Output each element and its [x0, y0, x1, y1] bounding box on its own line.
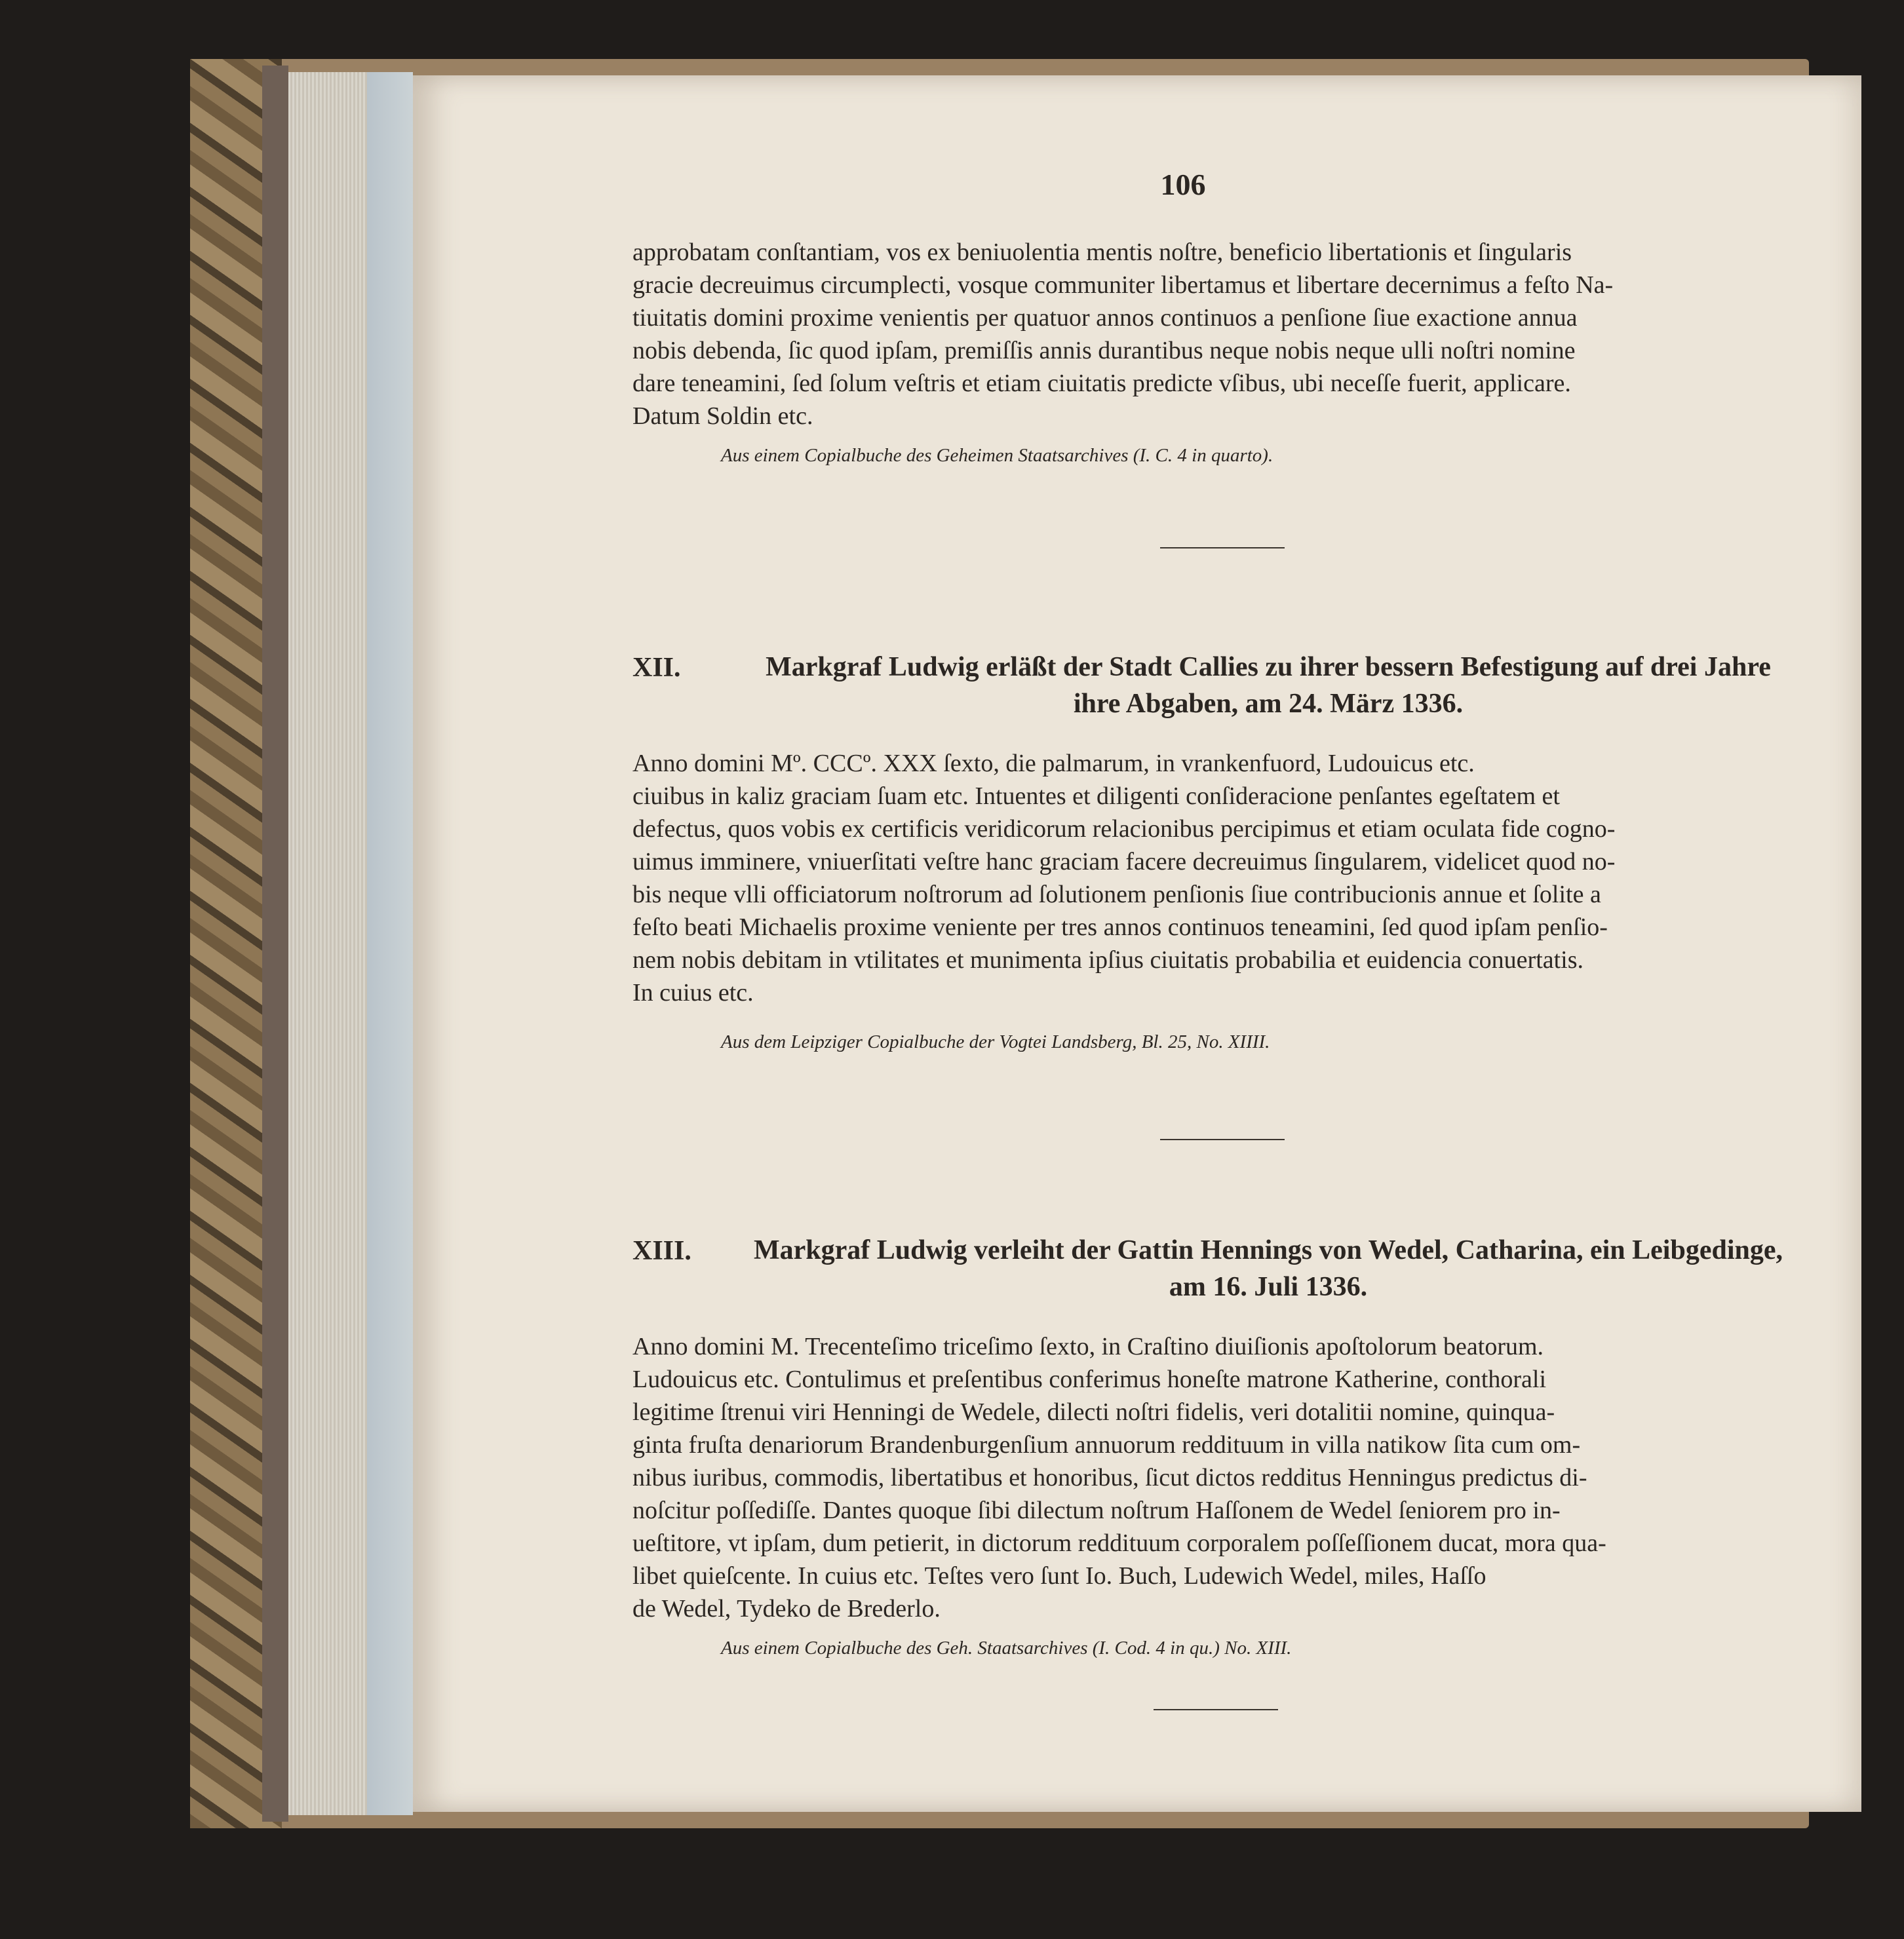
book-binding [262, 66, 288, 1822]
section-xii-number: XII. [632, 653, 681, 683]
section-xiii-text: Anno domini M. Trecenteſimo triceſimo ſexto, in Craſtino diuiſionis apoſtolorum beatorum. Ludouicus etc. Contulimus et preſentibus conferimus honeſte matrone Katherine, conthorali legitime ſtrenui viri Henningi de Wedele, dilecti noſtri fidelis, veri dotalitii nomine, quinqua- ginta fruſta denariorum Brandenburgenſium annuorum reddituum in villa natikow ſita cum om- nibus iuribus, commodis, libertatibus et honoribus, ſicut dictos redditus Henningus predictus di- noſcitur poſſediſſe. Dantes quoque ſibi dilectum noſtrum Haſſonem de Wedel ſeniorem pro in- ueſtitore, vt ipſam, dum petierit, in dictorum reddituum corporalem poſſeſſionem ducat, mora qua- libet quieſcente. In cuius etc. Teſtes vero ſunt Io. Buch, Ludewich Wedel, miles, Haſſo de Wedel, Tydeko de Brederlo. [632, 1333, 1606, 1622]
page-number: 106 [1160, 168, 1206, 201]
intro-paragraph: approbatam conſtantiam, vos ex beniuolentia mentis noſtre, beneficio libertationis et ſingularis gracie decreuimus circumplecti, vosque communiter libertamus et libertare decernimus a feſto Na- tiuitatis domini proxime venientis per quatuor annos continuos a penſione ſiue exactione annua nobis debenda, ſic quod ipſam, premiſſis annis durantibus neque nobis neque ulli noſtri nomine dare teneamini, ſed ſolum veſtris et etiam ciuitatis predicte vſibus, ubi neceſſe fuerit, applicare. Datum Soldin etc. [632, 239, 1614, 430]
section-divider-2 [1160, 1139, 1285, 1140]
section-divider-1 [1160, 547, 1285, 548]
section-xii-title: Markgraf Ludwig erläßt der Stadt Callies zu ihrer bessern Befestigung auf drei Jahre ihre Abgaben, am 24. März 1336. [766, 652, 1771, 719]
section-xiii-number: XIII. [632, 1236, 691, 1266]
page-edge-tint [367, 72, 413, 1815]
section-divider-3 [1154, 1709, 1278, 1710]
section-xii-text: Anno domini Mº. CCCº. XXX ſexto, die palmarum, in vrankenfuord, Ludouicus etc. ciuibus in kaliz graciam ſuam etc. Intuentes et diligenti conſideracione penſantes egeſtatem et defectus, quos vobis ex certificis veridicorum relacionibus percipimus et etiam oculata fide cogno- uimus imminere, vniuerſitati veſtre hanc graciam facere decreuimus ſingularem, videlicet quod no- bis neque vlli officiatorum noſtrorum ad ſolutionem penſionis ſiue contribucionis annue et ſolite a feſto beati Michaelis proxime veniente per tres annos continuos teneamini, ſed quod ipſam penſio- nem nobis debitam in vtilitates et munimenta ipſius ciuitatis probabilia et euidencia conuertatis. In cuius etc. [632, 750, 1616, 1007]
section-xiii-source-note: Aus einem Copialbuche des Geh. Staatsarchives (I. Cod. 4 in qu.) No. XIII. [721, 1638, 1292, 1659]
section-xiii-title: Markgraf Ludwig verleiht der Gattin Hennings von Wedel, Catharina, ein Leibgedinge, am 16. Juli 1336. [753, 1235, 1783, 1302]
intro-source-note: Aus einem Copialbuche des Geheimen Staatsarchives (I. C. 4 in quarto). [721, 445, 1273, 466]
section-xii-source-note: Aus dem Leipziger Copialbuche der Vogtei Landsberg, Bl. 25, No. XIIII. [721, 1031, 1270, 1052]
